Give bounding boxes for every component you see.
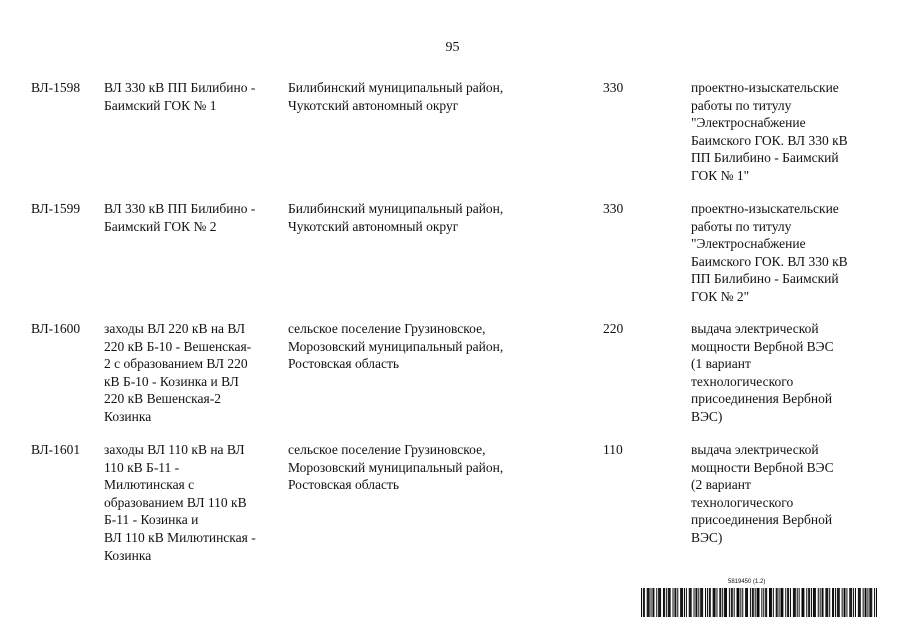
cell-line: (1 вариант [691,356,751,372]
barcode-bar [844,588,845,617]
barcode-bar [664,588,665,617]
barcode-bar [842,588,843,617]
cell-line: Баимский ГОК № 2 [104,218,217,234]
barcode-bar [870,588,871,617]
cell-line: Морозовский муниципальный район, [288,459,504,475]
barcode-bar [673,588,674,617]
barcode-bar [846,588,847,617]
barcode-bar [659,588,660,617]
line-voltage: 330 [603,80,624,95]
barcode-bar [690,588,691,617]
barcode-bar [734,588,735,617]
barcode-bar [811,588,812,617]
barcode-bar [666,588,667,617]
cell-line: работы по титулу [691,97,792,113]
barcode-bar [779,588,780,617]
barcode-bar [675,588,676,617]
barcode-bar [761,588,762,617]
barcode-bar [663,588,664,617]
barcode-bar [658,588,659,617]
barcode-bar [785,588,786,617]
barcode-bar [802,588,803,617]
cell-line: ПП Билибино - Баимский [691,271,839,287]
barcode-bar [782,588,783,617]
barcode-bar [759,588,760,617]
barcode-bar [808,588,809,617]
barcode-bar [781,588,782,617]
barcode-bar [669,588,670,617]
barcode-bar [835,588,836,617]
cell-line: ВЛ 110 кВ Милютинская - [104,529,256,545]
barcode-bar [722,588,723,617]
cell-line: образованием ВЛ 110 кВ [104,494,247,510]
barcode-bar [737,588,738,617]
barcode-bar [644,588,645,617]
cell-line: ВЭС) [691,529,723,545]
barcode-bar [668,588,669,617]
barcode-bar [806,588,807,617]
cell-line: 2 с образованием ВЛ 220 [104,356,248,372]
barcode-bar [707,588,708,617]
barcode-bar [773,588,774,617]
barcode-bar [809,588,810,617]
barcode-bar [814,588,815,617]
cell-line: мощности Вербной ВЭС [691,459,834,475]
cell-line: 220 кВ Вешенская-2 [104,391,221,407]
barcode-bar [869,588,870,617]
barcode-bar [738,588,739,617]
barcode-bar [845,588,846,617]
cell-line: Чукотский автономный округ [288,97,459,113]
cell-line: проектно-изыскательские [691,80,839,95]
barcode-bar [794,588,795,617]
cell-line: Ростовская область [288,356,399,372]
barcode-bar [729,588,730,617]
barcode-bar [832,588,833,617]
line-voltage: 110 [603,442,623,457]
barcode-bar [677,588,678,617]
barcode-bar [689,588,690,617]
barcode-bar [837,588,838,617]
page-number: 95 [445,40,460,55]
barcode-bar [720,588,721,617]
barcode-bar [802,588,803,617]
barcode-bar [641,588,642,617]
barcode-bar [867,588,868,617]
barcode-bar [698,588,699,617]
barcode-bar [863,588,864,617]
cell-line: выдача электрической [691,321,819,336]
line-id: ВЛ-1600 [31,321,81,336]
cell-line: сельское поселение Грузиновское, [288,321,486,336]
barcode-bar [700,588,701,617]
barcode-bar [797,588,798,617]
barcode-bar [745,588,746,617]
barcode-bar [731,588,732,617]
barcode-bar [684,588,685,617]
barcode-bar [860,588,861,617]
line-purpose [691,320,834,426]
cell-line: Б-11 - Козинка и [104,512,199,528]
barcode-bar [643,588,644,617]
barcode-bar [656,588,657,617]
barcode-bar [771,588,772,617]
line-location [288,441,503,494]
cell-line: ВЛ 330 кВ ПП Билибино - [104,201,256,216]
barcode-bar [710,588,711,617]
barcode-bar [738,588,739,617]
barcode-bar [766,588,767,617]
cell-line: "Электроснабжение [691,115,806,131]
barcode-bar [849,588,850,617]
barcode-bar [758,588,759,617]
line-purpose [691,79,848,185]
cell-line: 220 кВ Б-10 - Вешенская- [104,338,252,354]
barcode-bar [839,588,840,617]
line-id: ВЛ-1599 [31,201,81,216]
barcode-bar [740,588,741,617]
barcode-bar [691,588,692,617]
barcode-number: 5819450 (1.2) [728,579,766,585]
barcode-bar [742,588,743,617]
barcode-bar [716,588,717,617]
cell-line: ПП Билибино - Баимский [691,150,839,166]
cell-line: заходы ВЛ 110 кВ на ВЛ [104,442,245,457]
cell-line: Баимского ГОК. ВЛ 330 кВ [691,132,848,148]
barcode-bar [781,588,782,617]
barcode-bar [776,588,777,617]
cell-line: заходы ВЛ 220 кВ на ВЛ [104,321,246,336]
cell-line: выдача электрической [691,442,819,457]
cell-line: Козинка [104,547,152,563]
barcode-bar [777,588,778,617]
cell-line: присоединения Вербной [691,512,833,528]
barcode-bar [851,588,852,617]
cell-line: Ростовская область [288,477,399,493]
barcode-bar [755,588,756,617]
barcode-bars [641,588,877,617]
barcode-bar [859,588,860,617]
barcode-bar [694,588,695,617]
barcode-bar [850,588,851,617]
barcode-bar [649,588,650,617]
cell-line: технологического [691,373,794,389]
barcode-bar [838,588,839,617]
cell-line: ГОК № 1" [691,167,750,183]
cell-line: Морозовский муниципальный район, [288,338,504,354]
barcode-bar [682,588,683,617]
barcode-bar [732,588,733,617]
barcode-bar [715,588,716,617]
barcode-bar [820,588,821,617]
barcode-bar [871,588,872,617]
cell-line: ГОК № 2" [691,288,750,304]
line-name [104,441,256,564]
barcode-bar [746,588,747,617]
barcode-bar [769,588,770,617]
barcode-bar [827,588,828,617]
barcode-bar [826,588,827,617]
barcode-bar [853,588,854,617]
barcode-bar [866,588,867,617]
barcode-bar [681,588,682,617]
barcode-bar [696,588,697,617]
barcode-bar [713,588,714,617]
barcode-bar [705,588,706,617]
barcode-bar [815,588,816,617]
cell-line: сельское поселение Грузиновское, [288,442,486,457]
barcode-bar [724,588,725,617]
barcode-bar [695,588,696,617]
barcode-bar [726,588,727,617]
cell-line: ВЛ 330 кВ ПП Билибино - [104,80,256,95]
barcode-bar [765,588,766,617]
barcode-bar [674,588,675,617]
line-voltage: 220 [603,321,624,336]
barcode-bar [680,588,681,617]
barcode-bar [803,588,804,617]
barcode-bar [823,588,824,617]
line-purpose [691,441,834,547]
barcode-bar [651,588,652,617]
barcode-bar [757,588,758,617]
barcode-bar [829,588,830,617]
cell-line: 110 кВ Б-11 - [104,459,180,475]
barcode-bar [763,588,764,617]
barcode-bar [714,588,715,617]
barcode-bar [822,588,823,617]
cell-line: (2 вариант [691,477,751,493]
line-purpose [691,200,848,306]
line-name [104,79,255,114]
barcode-bar [799,588,800,617]
barcode-bar [709,588,710,617]
barcode-bar [855,588,856,617]
line-id: ВЛ-1598 [31,80,81,95]
barcode-bar [876,588,877,617]
barcode-bar [833,588,834,617]
barcode-bar [753,588,754,617]
barcode-bar [818,588,819,617]
barcode-bar [770,588,771,617]
barcode-bar [652,588,653,617]
barcode-bar [793,588,794,617]
barcode-bar [825,588,826,617]
cell-line: проектно-изыскательские [691,201,839,216]
cell-line: технологического [691,494,794,510]
barcode-bar [747,588,748,617]
barcode-bar [647,588,648,617]
barcode-bar [750,588,751,617]
cell-line: Билибинский муниципальный район, [288,201,504,216]
barcode-bar [752,588,753,617]
cell-line: мощности Вербной ВЭС [691,338,834,354]
cell-line: Милютинская с [104,477,195,493]
barcode-bar [858,588,859,617]
line-id: ВЛ-1601 [31,442,81,457]
line-location [288,200,503,235]
line-location [288,79,503,114]
barcode-bar [874,588,875,617]
cell-line: работы по титулу [691,218,792,234]
line-name [104,320,251,426]
cell-line: Чукотский автономный округ [288,218,459,234]
cell-line: "Электроснабжение [691,236,806,252]
cell-line: Баимский ГОК № 1 [104,97,217,113]
barcode-bar [790,588,791,617]
cell-line: ВЭС) [691,408,723,424]
barcode-bar [788,588,789,617]
barcode-bar [813,588,814,617]
cell-line: Баимского ГОК. ВЛ 330 кВ [691,253,848,269]
barcode-bar [719,588,720,617]
barcode-bar [701,588,702,617]
barcode-bar [725,588,726,617]
barcode-bar [648,588,649,617]
barcode-bar [686,588,687,617]
line-name [104,200,255,235]
line-location [288,320,503,373]
cell-line: Билибинский муниципальный район, [288,80,504,95]
line-voltage: 330 [603,201,624,216]
barcode-bar [795,588,796,617]
cell-line: Козинка [104,408,152,424]
barcode-bar [660,588,661,617]
cell-line: присоединения Вербной [691,391,833,407]
barcode-bar [865,588,866,617]
barcode-bar [653,588,654,617]
cell-line: кВ Б-10 - Козинка и ВЛ [104,373,239,389]
barcode-bar [702,588,703,617]
barcode-bar [787,588,788,617]
barcode-bar [670,588,671,617]
